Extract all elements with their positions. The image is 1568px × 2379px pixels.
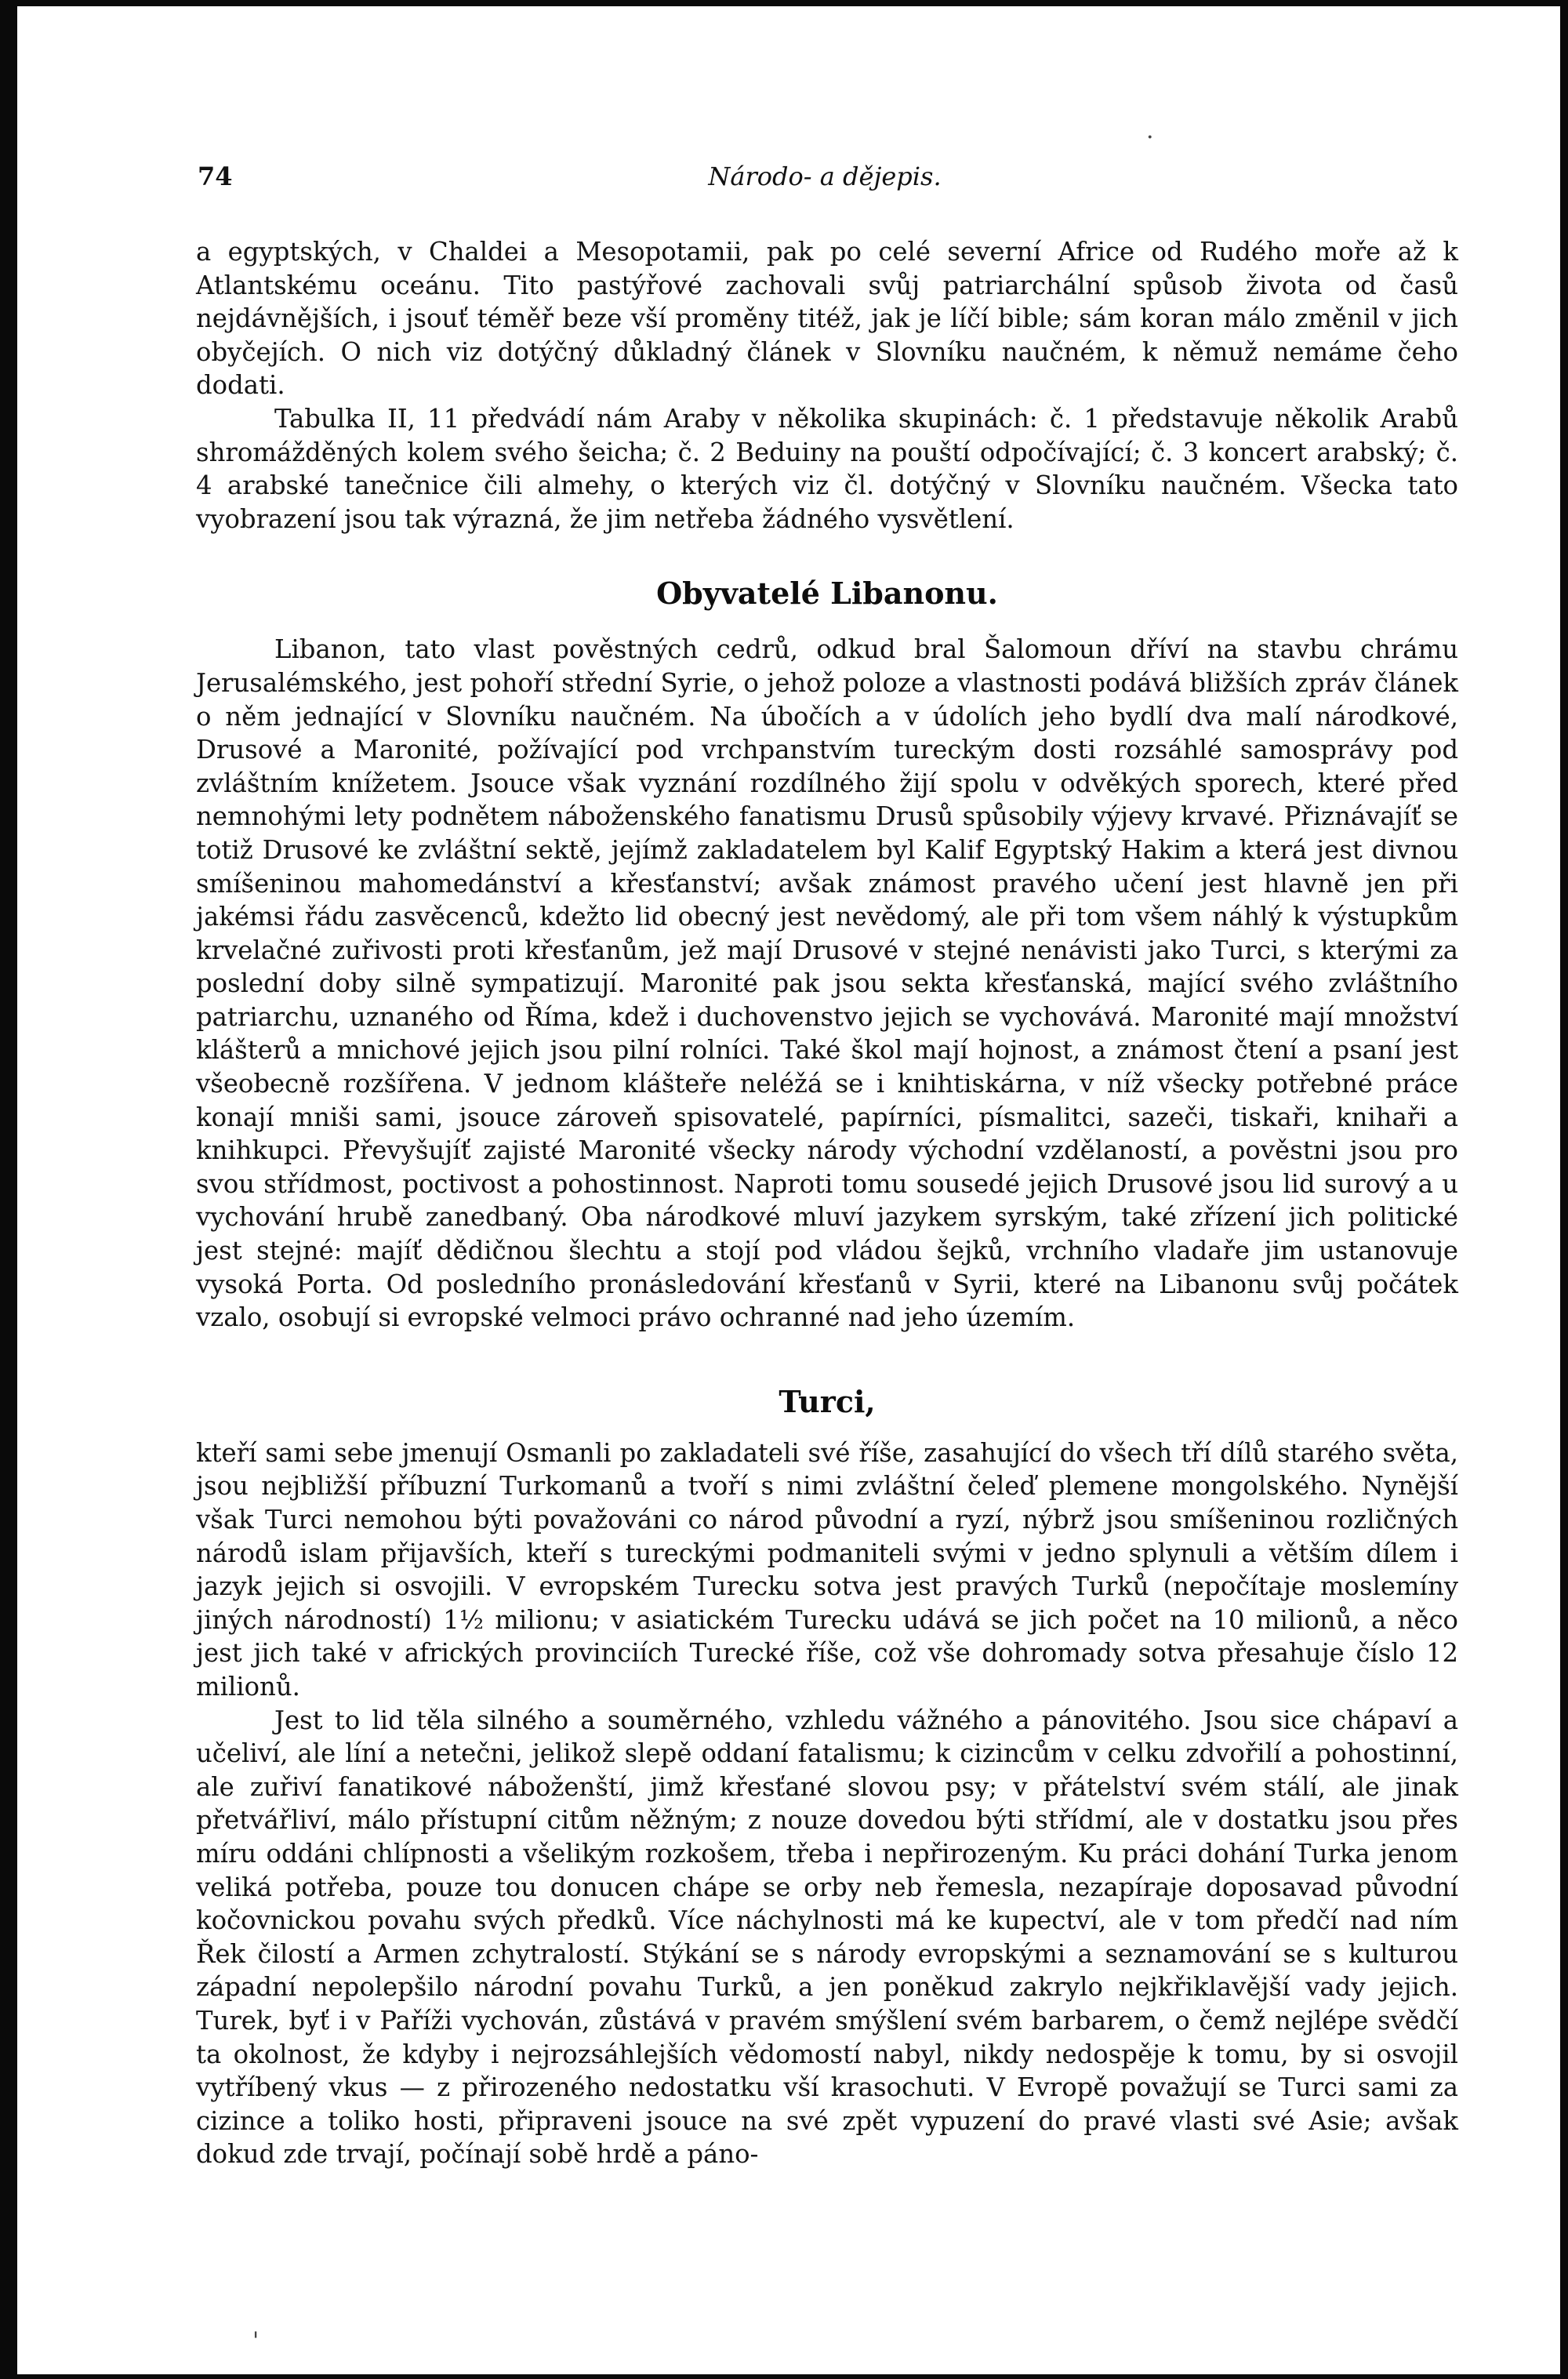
- section-heading-libanon: Obyvatelé Libanonu.: [656, 576, 998, 612]
- section-heading-turci: Turci,: [779, 1383, 876, 1419]
- page-header: [198, 162, 1452, 202]
- scan-speck: ': [252, 2327, 260, 2355]
- running-title: Národo- a dějepis.: [708, 162, 942, 191]
- page-body: [196, 235, 1458, 2171]
- turci-paragraph-2: Jest to lid těla silného a souměrného, vzhledu vážného a pánovitého. Jsou sice chápaví a učeliví, ale líní a netečni, jelikož slepě oddaní fatalismu; k cizincům v celku zdvořilí a pohostinní, ale zuřiví fanatikové náboženští, jimž křesťané slovou psy; v přátelství svém stálí, ale jinak přetvářliví, málo přístupní citům něžným; z nouze dovedou býti střídmí, ale v dostatku jsou přes míru oddáni chlípnosti a všelikým rozkošem, třeba i nepřirozeným. Ku práci dohání Turka jenom veliká potřeba, pouze tou donucen chápe se orby neb řemesla, nezapíraje doposavad původní kočovnickou povahu svých předků. Více náchylnosti má ke kupectví, ale v tom předčí nad ním Řek čilostí a Armen zchytralostí. Stýkání se s národy evropskými a seznamování se s kulturou západní nepolepšilo národní povahu Turků, a jen poněkud zakrylo nejkřiklavější vady jejich. Turek, byť i v Paříži vychován, zůstává v pravém smýšlení svém barbarem, o čemž nejlépe svědčí ta okolnost, že kdyby i nejrozsáhlejších vědomostí nabyl, nikdy nedospěje k tomu, by si osvojil vytříbený vkus — z přirozeného nedostatku vší krasochuti. V Evropě považují se Turci sami za cizince a toliko hosti, připraveni jsouce na své zpět vypuzení do pravé vlasti své Asie; avšak dokud zde trvají, počínají sobě hrdě a páno-: [196, 1705, 1458, 2170]
- intro-paragraph-2: Tabulka II, 11 předvádí nám Araby v několika skupinách: č. 1 představuje několik Arabů shromážděných kolem svého šeicha; č. 2 Beduiny na pouští odpočívající; č. 3 koncert arabský; č. 4 arabské tanečnice čili almehy, o kterých viz čl. dotýčný v Slovníku naučném. Všecka tato vyobrazení jsou tak výrazná, že jim netřeba žádného vysvětlení.: [196, 403, 1458, 534]
- libanon-paragraph: Libanon, tato vlast pověstných cedrů, odkud bral Šalomoun dříví na stavbu chrámu Jerusalémského, jest pohoří střední Syrie, o jehož poloze a vlastnosti podává bližších zpráv článek o něm jednající v Slovníku naučném. Na úbočích a v údolích jeho bydlí dva malí národkové, Drusové a Maronité, požívající pod vrchpanstvím tureckým dosti rozsáhlé samosprávy pod zvláštním knížetem. Jsouce však vyznání rozdílného žijí spolu v odvěkých sporech, které před nemnohými lety podnětem náboženského fanatismu Drusů spůsobily výjevy krvavé. Přiznávajíť se totiž Drusové ke zvláštní sektě, jejímž zakladatelem byl Kalif Egyptský Hakim a která jest divnou smíšeninou mahomedánství a křesťanství; avšak známost pravého učení jest hlavně jen při jakémsi řádu zasvěcenců, kdežto lid obecný jest nevědomý, ale při tom všem náhlý k výstupkům krvelačné zuřivosti proti křesťanům, jež mají Drusové v stejné nenávisti jako Turci, s kterými za poslední doby silně sympatizují. Maronité pak jsou sekta křesťanská, mající svého zvláštního patriarchu, uznaného od Říma, kdež i duchovenstvo jejich se vychovává. Maronité mají množství klášterů a mnichové jejich jsou pilní rolníci. Také škol mají hojnost, a známost čtení a psaní jest všeobecně rozšířena. V jednom klášteře neléžá se i knihtiskárna, v níž všecky potřebné práce konají mniši sami, jsouce zároveň spisovatelé, papírníci, písmalitci, sazeči, tiskaři, knihaři a knihkupci. Převyšujíť zajisté Maronité všecky národy východní vzdělaností, a pověstni jsou pro svou střídmost, poctivost a pohostinnost. Naproti tomu sousedé jejich Drusové jsou lid surový a u vychování hrubě zanedbaný. Oba národkové mluví jazykem syrským, také zřízení jich politické jest stejné: majíť dědičnou šlechtu a stojí pod vládou šejků, vrchního vladaře jim ustanovuje vysoká Porta. Od posledního pronásledování křesťanů v Syrii, které na Libanonu svůj počátek vzalo, osobují si evropské velmoci právo ochranné nad jeho územím.: [196, 634, 1458, 1333]
- scan-speck: ·: [1146, 124, 1154, 151]
- page-number: 74: [198, 162, 233, 191]
- document-page: [17, 6, 1560, 2374]
- intro-paragraph-1: a egyptských, v Chaldei a Mesopotamii, pak po celé severní Africe od Rudého moře až k Atlantskému oceánu. Tito pastýřové zachovali svůj patriarchální spůsob života od časů nejdávnějších, i jsouť téměř beze vší proměny titéž, jak je líčí bible; sám koran málo změnil v jich obyčejích. O nich viz dotýčný důkladný článek v Slovníku naučném, k němuž nemáme čeho dodati.: [196, 237, 1458, 401]
- turci-paragraph-1: kteří sami sebe jmenují Osmanli po zakladateli své říše, zasahující do všech tří dílů starého světa, jsou nejbližší příbuzní Turkomanů a tvoří s nimi zvláštní čeleď plemene mongolského. Nynější však Turci nemohou býti považováni co národ původní a ryzí, nýbrž jsou smíšeninou rozličných národů islam přijavších, kteří s tureckými podmaniteli svými v jedno splynuli a větším dílem i jazyk jejich si osvojili. V evropském Turecku sotva jest pravých Turků (nepočítaje moslemíny jiných národností) 1½ milionu; v asiatickém Turecku udává se jich počet na 10 milionů, a něco jest jich také v afrických provinciích Turecké říše, což vše dohromady sotva přesahuje číslo 12 milionů.: [196, 1437, 1458, 1702]
